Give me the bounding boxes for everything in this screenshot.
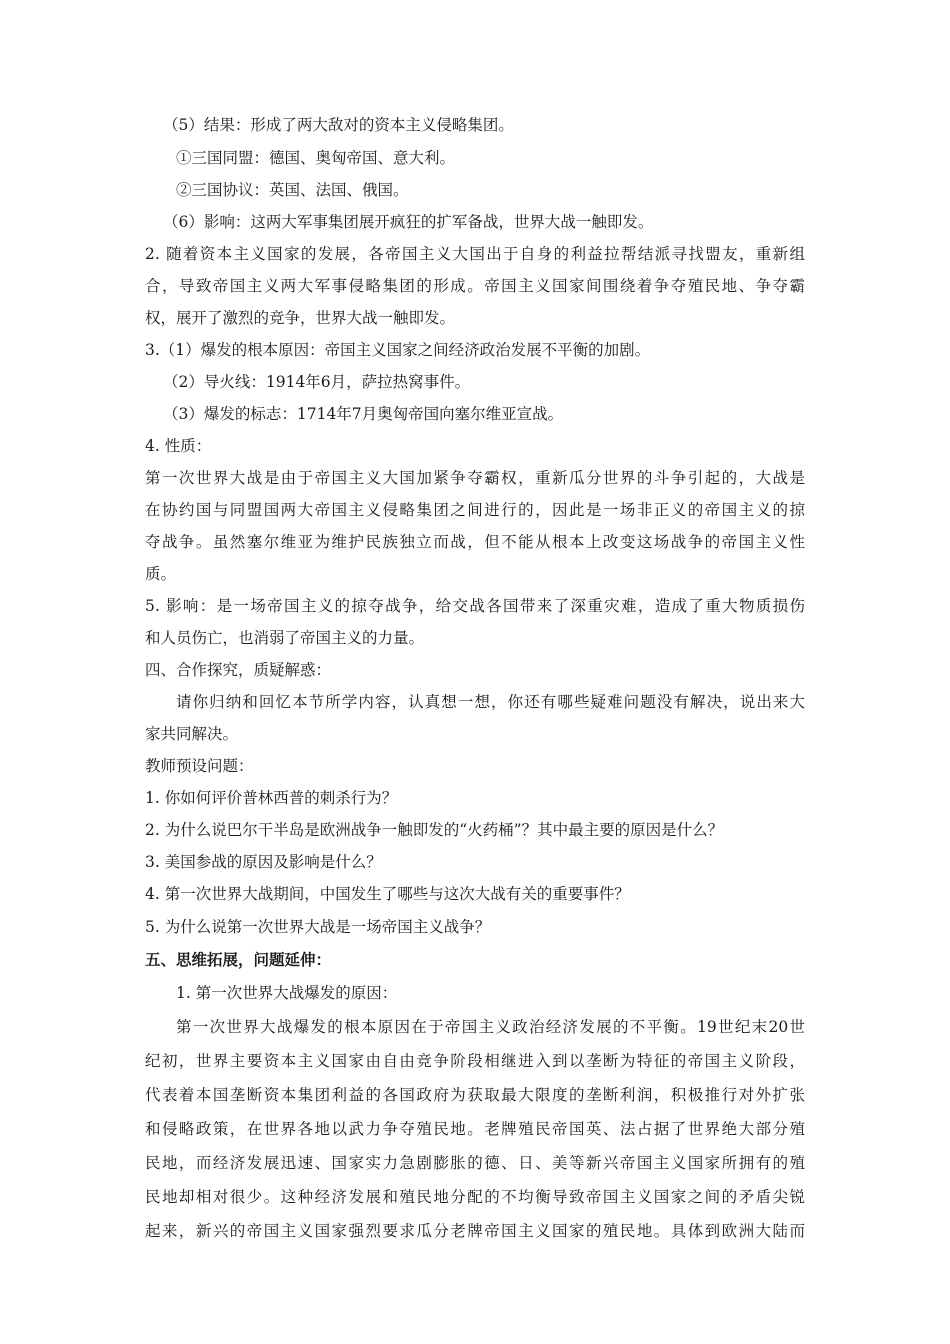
paragraph-2-line-3: 权，展开了激烈的竞争，世界大战一触即发。 <box>145 309 456 327</box>
paragraph-2-line-2: 合，导致帝国主义两大军事侵略集团的形成。帝国主义国家间围绕着争夺殖民地、争夺霸 <box>145 277 805 295</box>
impact-line: （6）影响：这两大军事集团展开疯狂的扩军备战，世界大战一触即发。 <box>163 213 654 231</box>
teacher-questions-heading: 教师预设问题： <box>145 757 254 775</box>
question-4: 4. 第一次世界大战期间，中国发生了哪些与这次大战有关的重要事件？ <box>145 885 630 903</box>
question-5: 5. 为什么说第一次世界大战是一场帝国主义战争？ <box>145 918 491 936</box>
section-5-subheading: 1. 第一次世界大战爆发的原因： <box>176 984 398 1002</box>
section-4-line-1: 请你归纳和回忆本节所学内容，认真想一想，你还有哪些疑难问题没有解决，说出来大 <box>176 693 805 711</box>
triple-entente: ②三国协议：英国、法国、俄国。 <box>176 181 409 199</box>
section-5-para-line-4: 和侵略政策，在世界各地以武力争夺殖民地。老牌殖民帝国英、法占据了世界绝大部分殖 <box>145 1120 805 1138</box>
question-2: 2. 为什么说巴尔干半岛是欧洲战争一触即发的“火药桶”？其中最主要的原因是什么？ <box>145 821 724 839</box>
question-1: 1. 你如何评价普林西普的刺杀行为？ <box>145 789 398 807</box>
nature-heading: 4. 性质： <box>145 437 212 455</box>
question-3: 3. 美国参战的原因及影响是什么？ <box>145 853 382 871</box>
section-5-heading: 五、思维拓展，问题延伸： <box>145 951 332 969</box>
result-heading: （5）结果：形成了两大敌对的资本主义侵略集团。 <box>163 116 514 134</box>
section-5-para-line-5: 民地，而经济发展迅速、国家实力急剧膨胀的德、日、美等新兴帝国主义国家所拥有的殖 <box>145 1154 805 1172</box>
nature-line-1: 第一次世界大战是由于帝国主义大国加紧争夺霸权，重新瓜分世界的斗争引起的，大战是 <box>145 469 805 487</box>
nature-line-3: 夺战争。虽然塞尔维亚为维护民族独立而战，但不能从根本上改变这场战争的帝国主义性 <box>145 533 805 551</box>
fuse-line: （2）导火线：1914年6月，萨拉热窝事件。 <box>163 373 471 391</box>
nature-line-2: 在协约国与同盟国两大帝国主义侵略集团之间进行的，因此是一场非正义的帝国主义的掠 <box>145 501 805 519</box>
nature-line-4: 质。 <box>145 565 177 583</box>
section-4-line-2: 家共同解决。 <box>145 725 239 743</box>
influence-line-2: 和人员伤亡，也消弱了帝国主义的力量。 <box>145 629 425 647</box>
section-5-para-line-6: 民地却相对很少。这种经济发展和殖民地分配的不均衡导致帝国主义国家之间的矛盾尖锐 <box>145 1188 805 1206</box>
cause-line: 3.（1）爆发的根本原因：帝国主义国家之间经济政治发展不平衡的加剧。 <box>145 341 651 359</box>
section-4-heading: 四、合作探究，质疑解惑： <box>145 661 332 679</box>
outbreak-line: （3）爆发的标志：1714年7月奥匈帝国向塞尔维亚宣战。 <box>163 405 564 423</box>
section-5-para-line-3: 代表着本国垄断资本集团利益的各国政府为获取最大限度的垄断利润，积极推行对外扩张 <box>145 1086 805 1104</box>
triple-alliance: ①三国同盟：德国、奥匈帝国、意大利。 <box>176 149 456 167</box>
section-5-para-line-1: 第一次世界大战爆发的根本原因在于帝国主义政治经济发展的不平衡。19世纪末20世 <box>176 1018 805 1036</box>
paragraph-2-line-1: 2. 随着资本主义国家的发展，各帝国主义大国出于自身的利益拉帮结派寻找盟友，重新组 <box>145 245 805 263</box>
section-5-para-line-7: 起来，新兴的帝国主义国家强烈要求瓜分老牌帝国主义国家的殖民地。具体到欧洲大陆而 <box>145 1222 805 1240</box>
section-5-para-line-2: 纪初，世界主要资本主义国家由自由竞争阶段相继进入到以垄断为特征的帝国主义阶段， <box>145 1052 805 1070</box>
influence-line-1: 5. 影响：是一场帝国主义的掠夺战争，给交战各国带来了深重灾难，造成了重大物质损伤 <box>145 597 805 615</box>
